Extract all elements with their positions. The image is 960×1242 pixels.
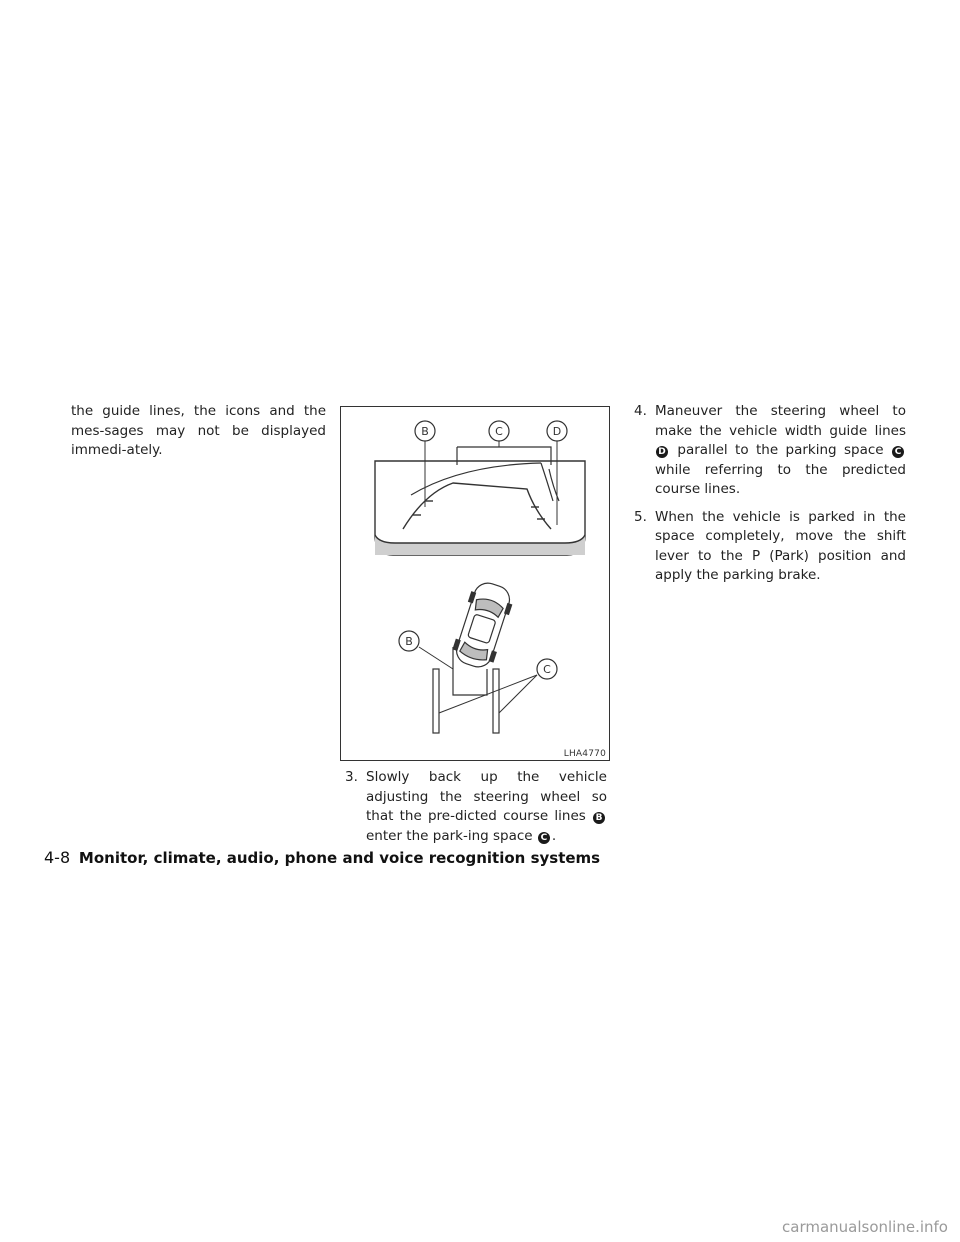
badge-c: C (892, 446, 904, 458)
badge-d: D (656, 446, 668, 458)
page-footer (44, 848, 600, 867)
step-3-text-2: enter the park-ing space (366, 827, 533, 844)
parking-diagram (341, 407, 611, 762)
vehicle-top-view (450, 579, 516, 672)
label-d-top (547, 421, 567, 441)
chapter-title: Monitor, climate, audio, phone and voice recognition systems (78, 849, 601, 867)
label-b-lower-text: B (405, 635, 413, 648)
step-3-number: 3. (345, 769, 358, 785)
intro-paragraph (71, 402, 326, 461)
steps-column (634, 402, 906, 594)
step-5 (634, 508, 906, 586)
label-c-top-text: C (495, 425, 503, 438)
label-c-top (489, 421, 509, 441)
step-4-text-3: while referring to the predicted course lines. (655, 461, 906, 497)
step-4-number: 4. (634, 403, 647, 419)
parking-space (433, 669, 499, 733)
step-4 (634, 402, 906, 500)
label-c-lower-text: C (543, 663, 551, 676)
label-c-lower (537, 659, 557, 679)
monitor-screen (375, 461, 585, 555)
step-3 (345, 768, 607, 854)
label-d-top-text: D (552, 425, 562, 438)
badge-b: B (593, 812, 605, 824)
page-number: 4-8 (44, 848, 71, 867)
label-b-top-text: B (421, 425, 429, 438)
intro-text: the guide lines, the icons and the mes-sages may not be displayed immedi-ately. (71, 403, 326, 458)
badge-c: C (538, 832, 550, 844)
watermark: carmanualsonline.info (782, 1218, 948, 1236)
step-5-text: When the vehicle is parked in the space completely, move the shift lever to the P (Park) position and apply the parking brake. (655, 508, 906, 583)
figure-code: LHA4770 (563, 749, 606, 759)
step-4-text-1: Maneuver the steering wheel to make the vehicle width guide lines (655, 403, 906, 439)
step-3-item (345, 768, 607, 846)
label-b-lower (399, 631, 419, 651)
step-3-text-1: Slowly back up the vehicle adjusting the steering wheel so that the pre-dicted course lines (366, 769, 607, 824)
step-4-text-2: parallel to the parking space (677, 442, 884, 458)
step-3-text-3: . (551, 827, 557, 844)
step-5-number: 5. (634, 508, 647, 525)
rear-view-figure (340, 406, 610, 761)
label-b-top (415, 421, 435, 441)
